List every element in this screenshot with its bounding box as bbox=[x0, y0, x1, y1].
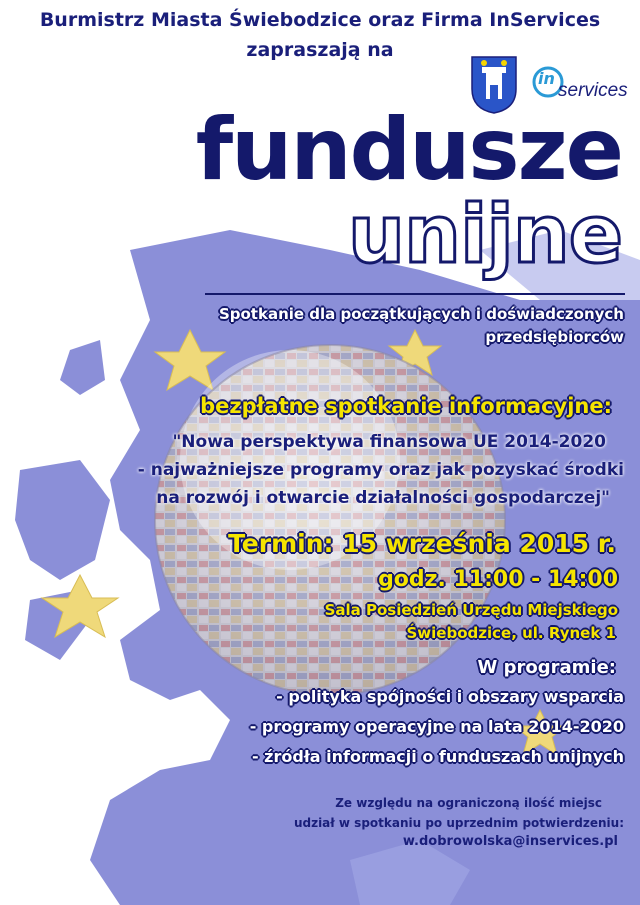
inservices-mark-text: in bbox=[538, 69, 555, 88]
subtitle-line-2: przedsiębiorców bbox=[485, 328, 624, 346]
footer-line-2: udział w spotkaniu po uprzednim potwierdzeniu: bbox=[293, 816, 624, 830]
footer-line-1: Ze względu na ograniczoną ilość miejsc bbox=[335, 796, 602, 810]
event-kind: bezpłatne spotkanie informacyjne: bbox=[200, 394, 612, 418]
event-time: godz. 11:00 - 14:00 bbox=[378, 567, 618, 592]
program-heading: W programie: bbox=[477, 657, 616, 678]
event-place-line-2: Świebodzice, ul. Rynek 1 bbox=[406, 624, 616, 642]
header-line-1: Burmistrz Miasta Świebodzice oraz Firma InServices bbox=[39, 9, 601, 31]
inservices-wordmark: services bbox=[558, 80, 628, 101]
subtitle-line-1: Spotkanie dla początkujących i doświadczonych bbox=[218, 305, 624, 323]
title-unijne: unijne bbox=[348, 188, 622, 281]
program-item: - polityka spójności i obszary wsparcia bbox=[276, 687, 624, 706]
title-fundusze: fundusze bbox=[195, 100, 622, 200]
footer-email-link[interactable]: w.dobrowolska@inservices.pl bbox=[402, 834, 618, 849]
title-divider bbox=[205, 293, 625, 295]
event-place-line-1: Sala Posiedzień Urzędu Miejskiego bbox=[324, 601, 618, 619]
program-item: - programy operacyjne na lata 2014-2020 bbox=[249, 717, 624, 736]
program-item: - źródła informacji o funduszach unijnych bbox=[251, 747, 624, 766]
header-line-2: zapraszają na bbox=[246, 39, 394, 61]
event-date: Termin: 15 września 2015 r. bbox=[228, 529, 616, 558]
topic-line-2: - najważniejsze programy oraz jak pozyskać środki bbox=[137, 460, 624, 480]
topic-line-1: "Nowa perspektywa finansowa UE 2014-2020 bbox=[172, 432, 606, 452]
topic-line-3: na rozwój i otwarcie działalności gospodarczej" bbox=[156, 488, 610, 508]
